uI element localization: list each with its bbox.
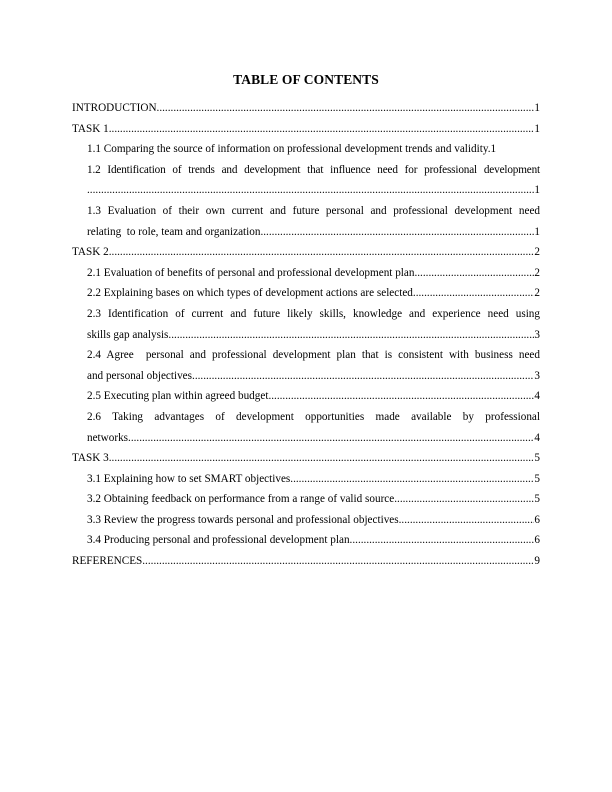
toc-entry-page: 6 — [534, 513, 540, 526]
toc-entry-task-1[interactable] — [72, 119, 540, 140]
dot-leader — [414, 263, 534, 284]
toc-entry-label-line-2: networks — [87, 431, 129, 444]
toc-entry-label: 3.3 Review the progress towards personal and professional objectives — [87, 513, 399, 526]
dot-leader — [168, 325, 534, 346]
toc-entry-page: 3 — [534, 328, 540, 341]
toc-entry-introduction[interactable] — [72, 98, 540, 119]
toc-entry-label: TASK 1 — [72, 122, 109, 135]
toc-entry-label-line-1: 1.3 Evaluation of their own current and future personal and professional development need — [87, 204, 540, 217]
toc-entry-2-1[interactable] — [72, 263, 540, 284]
toc-entry-3-2[interactable] — [72, 489, 540, 510]
dot-leader — [128, 428, 534, 449]
toc-entry-page: 2 — [534, 287, 540, 300]
dot-leader — [142, 551, 534, 572]
toc-entry-label: 2.1 Evaluation of benefits of personal and professional development plan — [87, 266, 415, 279]
toc-entry-label-line-1: 2.3 Identification of current and future likely skills, knowledge and experience need using — [87, 307, 540, 320]
toc-entry-label: TASK 3 — [72, 452, 109, 465]
toc-entry-1-1[interactable] — [72, 139, 540, 160]
dot-leader — [109, 448, 535, 469]
dot-leader — [394, 489, 534, 510]
toc-entry-label: 1.1 Comparing the source of information on professional development trends and validity. — [87, 143, 491, 156]
toc-entry-2-5[interactable] — [72, 386, 540, 407]
toc-entry-2-3[interactable] — [72, 304, 540, 345]
toc-entry-label: 3.1 Explaining how to set SMART objectives — [87, 472, 291, 485]
toc-entry-label: INTRODUCTION — [72, 102, 157, 114]
toc-entry-task-3[interactable] — [72, 448, 540, 469]
toc-entry-label: 3.4 Producing personal and professional development plan — [87, 534, 350, 547]
toc-entry-page: 9 — [534, 555, 540, 568]
toc-entry-page: 1 — [490, 143, 497, 156]
toc-entry-label: 1.2 Identification of trends and development that influence need for professional development — [87, 163, 540, 176]
toc-entry-3-4[interactable] — [72, 530, 540, 551]
toc-entry-page: 5 — [534, 493, 540, 506]
toc-entry-page: 5 — [534, 472, 540, 485]
toc-entry-page: 6 — [534, 534, 540, 547]
toc-entry-page: 2 — [534, 266, 540, 279]
toc-entry-2-2[interactable] — [72, 283, 540, 304]
toc-entry-page: 1 — [534, 184, 540, 197]
dot-leader — [109, 242, 535, 263]
toc-entry-label: 2.5 Executing plan within agreed budget — [87, 390, 269, 403]
toc-entry-page: 1 — [534, 102, 540, 114]
toc-entry-task-2[interactable] — [72, 242, 540, 263]
toc-entry-label: 2.2 Explaining bases on which types of development actions are selected — [87, 287, 413, 300]
dot-leader — [350, 530, 535, 551]
dot-leader — [260, 222, 534, 243]
toc-entry-3-1[interactable] — [72, 469, 540, 490]
toc-entry-label-line-2: and personal objectives — [87, 369, 193, 382]
toc-entry-page: 4 — [534, 390, 540, 403]
toc-entry-label-line-2: relating to role, team and organization — [87, 225, 261, 238]
dot-leader — [192, 366, 534, 387]
dot-leader — [87, 180, 534, 201]
toc-entry-references[interactable] — [72, 551, 540, 572]
dot-leader — [268, 386, 534, 407]
dot-leader — [157, 98, 535, 119]
toc-entry-label-line-1: 2.6 Taking advantages of development opportunities made available by professional — [87, 410, 540, 423]
dot-leader — [109, 119, 535, 140]
toc-entry-page: 3 — [534, 369, 540, 382]
toc-entry-1-2[interactable] — [72, 160, 540, 201]
toc-entry-page: 1 — [534, 122, 540, 135]
toc-entry-page: 5 — [534, 452, 540, 465]
toc-entry-label-line-2: skills gap analysis — [87, 328, 169, 341]
dot-leader — [413, 283, 535, 304]
table-of-contents — [72, 98, 540, 572]
toc-entry-page: 2 — [534, 246, 540, 259]
dot-leader — [290, 469, 534, 490]
toc-entry-1-3[interactable] — [72, 201, 540, 242]
toc-entry-2-6[interactable] — [72, 407, 540, 448]
toc-entry-page: 4 — [534, 431, 540, 444]
toc-entry-3-3[interactable] — [72, 510, 540, 531]
toc-entry-label: TASK 2 — [72, 246, 109, 259]
toc-entry-label: REFERENCES — [72, 555, 143, 568]
dot-leader — [399, 510, 535, 531]
toc-title: TABLE OF CONTENTS — [233, 72, 379, 87]
toc-entry-label: 3.2 Obtaining feedback on performance from a range of valid source — [87, 493, 395, 506]
toc-entry-page: 1 — [534, 225, 540, 238]
toc-entry-2-4[interactable] — [72, 345, 540, 386]
toc-entry-label-line-1: 2.4 Agree personal and professional development plan that is consistent with business need — [87, 349, 540, 362]
